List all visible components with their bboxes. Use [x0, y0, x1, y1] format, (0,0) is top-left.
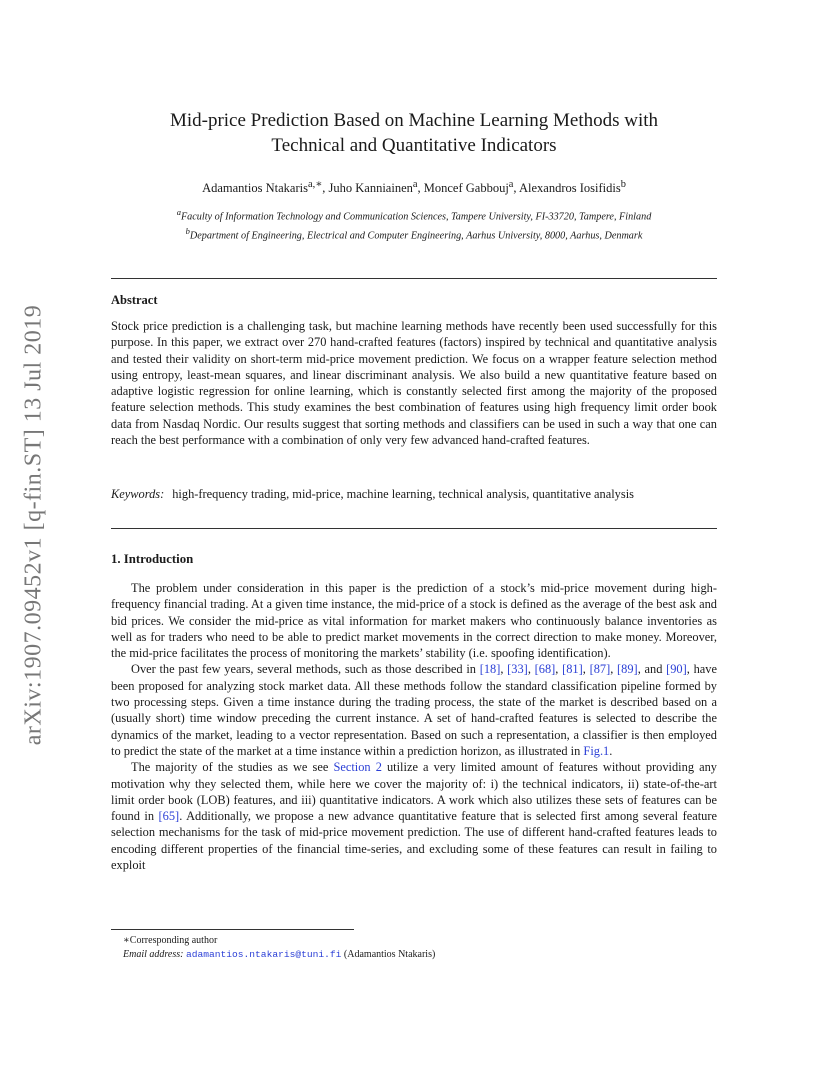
abstract-text: Stock price prediction is a challenging task, but machine learning methods have recently been used successfully for this purpose. In this paper, we extract over 270 hand-crafted features (factors) inspired by technical and quantitative analysis and tested their validity on short-term mid-price movement prediction. We focus on a wrapper feature selection method using entropy, least-mean squares, and linear discriminant analysis. We also build a new quantitative feature based on adaptive logistic regression for online learning, which is constantly selected first among the majority of the proposed feature selection methods. This study examines the best combination of features using high frequency limit order book data from Nasdaq Nordic. Our results suggest that sorting methods and classifiers can be used in such a way that one can reach the best performance with a combination of only very few advanced hand-crafted features.	[111, 319, 717, 448]
title-line-2: Technical and Quantitative Indicators	[271, 135, 557, 156]
author-mark: a,∗	[307, 179, 323, 190]
text-run: Over the past few years, several methods, such as those described in	[131, 662, 480, 677]
divider-top	[111, 278, 717, 279]
footnote-name: (Adamantios Ntakaris)	[343, 949, 436, 960]
divider-bottom	[111, 528, 717, 529]
author-name: Adamantios Ntakaris	[202, 181, 308, 196]
citation-link[interactable]: [65]	[158, 809, 180, 824]
text-run: utilize a very limited amount of features without providing any motivation why they selected them, while here we cover the majority of: i) the technical indicators, ii) state-of-the-art limit order book (LOB) features, and iii) quantitative indicators. A work which also utilizes these sets of features can be found in	[111, 760, 717, 824]
footnote-email-label: Email address:	[123, 949, 184, 960]
paragraph-3	[111, 759, 717, 873]
keywords	[111, 486, 717, 502]
affiliation-mark: b	[185, 226, 190, 237]
citation-link[interactable]: [81]	[562, 662, 583, 677]
text-run: The majority of the studies as we see	[131, 760, 334, 775]
title-line-1: Mid-price Prediction Based on Machine Learning Methods with	[169, 110, 659, 131]
author-name: Moncef Gabbouj	[423, 181, 509, 196]
affiliation-a	[111, 205, 717, 224]
keywords-label: Keywords:	[111, 487, 165, 501]
citation-link[interactable]: [33]	[507, 662, 528, 677]
author-list: Adamantios Ntakaris$^{a,∗}$, Juho Kanniainen$^a$, Moncef Gabbouj$^a$, Alexandros Iosifidis$^b$	[202, 179, 626, 196]
author-mark: a	[508, 179, 514, 190]
intro-body	[111, 580, 717, 873]
author-name: Alexandros Iosifidis	[518, 181, 621, 196]
footnote-email-link[interactable]: adamantios.ntakaris@tuni.fi	[185, 949, 342, 960]
affiliation-text: Faculty of Information Technology and Communication Sciences, Tampere University, FI-33720, Tampere, Finland	[180, 211, 652, 223]
author-name: Juho Kanniainen	[328, 181, 413, 196]
text-run: . Additionally, we propose a new advance quantitative feature that is selected first among several feature selection mechanisms for the task of mid-price movement prediction. The use of different hand-crafted features leads to encoding different properties of the financial time-series, and excluding some of these features can result in failing to exploit	[111, 809, 717, 873]
citation-link[interactable]: [18]	[479, 662, 501, 677]
section-link[interactable]: Section 2	[333, 760, 382, 775]
section-heading: 1. Introduction	[111, 552, 194, 566]
arxiv-stamp-text: arXiv:1907.09452v1 [q-fin.ST] 13 Jul 2019	[20, 304, 47, 746]
affiliation-text: Department of Engineering, Electrical and Computer Engineering, Aarhus University, 8000, Aarhus, Denmark	[189, 230, 643, 242]
footnote-rule	[111, 929, 354, 930]
citation-link[interactable]: [90]	[666, 662, 687, 677]
author-mark: b	[620, 179, 626, 190]
affiliations	[111, 205, 717, 244]
footnote-corresponding: ∗Corresponding author	[123, 935, 218, 946]
affiliation-mark: a	[176, 207, 181, 217]
citation-link[interactable]: [89]	[617, 662, 638, 677]
keywords-text: high-frequency trading, mid-price, machine learning, technical analysis, quantitative analysis	[172, 487, 634, 501]
text-run: .	[609, 743, 613, 758]
citation-link[interactable]: [68]	[534, 662, 556, 677]
arxiv-stamp	[20, 290, 47, 760]
footnote	[123, 934, 435, 962]
paper-title	[111, 108, 717, 158]
text-run: and	[640, 662, 667, 677]
abstract-heading: Abstract	[111, 293, 158, 307]
citation-link[interactable]: [87]	[589, 662, 611, 677]
affiliation-b	[111, 224, 717, 243]
figure-link[interactable]: Fig.1	[583, 743, 610, 758]
text-run: , have been proposed for analyzing stock market data. All these methods follow the standard classification pipeline formed by two processing steps. Given a time instance during the trading process, the state of the market is described based on a (usually short) time window preceding the current instance. A set of hand-crafted features is selected to describe the dynamics of the market, leading to a vector representation. Based on such a representation, a classifier is then employed to predict the state of the market at a time instance within a prediction horizon, as illustrated in	[111, 662, 717, 758]
paragraph-1: The problem under consideration in this paper is the prediction of a stock’s mid-price movement during high-frequency financial trading. At a given time instance, the mid-price of a stock is defined as the average of the best ask and bid prices. We consider the mid-price as vital information for market makers who continuously balance inventories as well as for traders who need to be able to predict market movements in the correct direction to make money. Moreover, the mid-price facilitates the process of monitoring the markets’ stability (i.e. spoofing identification).	[111, 581, 717, 661]
footnote-email-line	[123, 948, 435, 962]
paragraph-2: Over the past few years, several methods, such as those described in [18], [33], [68], [81], [87], [89], and [90], have been proposed for analyzing stock market data. All these methods follow the standard classification pipeline formed by two processing steps. Given a time instance during the trading process, the state of the market is described based on a (usually short) time window preceding the current instance. A set of hand-crafted features is selected to describe the dynamics of the market, leading to a vector representation. Based on such a representation, a classifier is then employed to predict the state of the market at a time instance within a prediction horizon, as illustrated in Fig.1.	[111, 662, 717, 758]
author-mark: a	[412, 179, 418, 190]
